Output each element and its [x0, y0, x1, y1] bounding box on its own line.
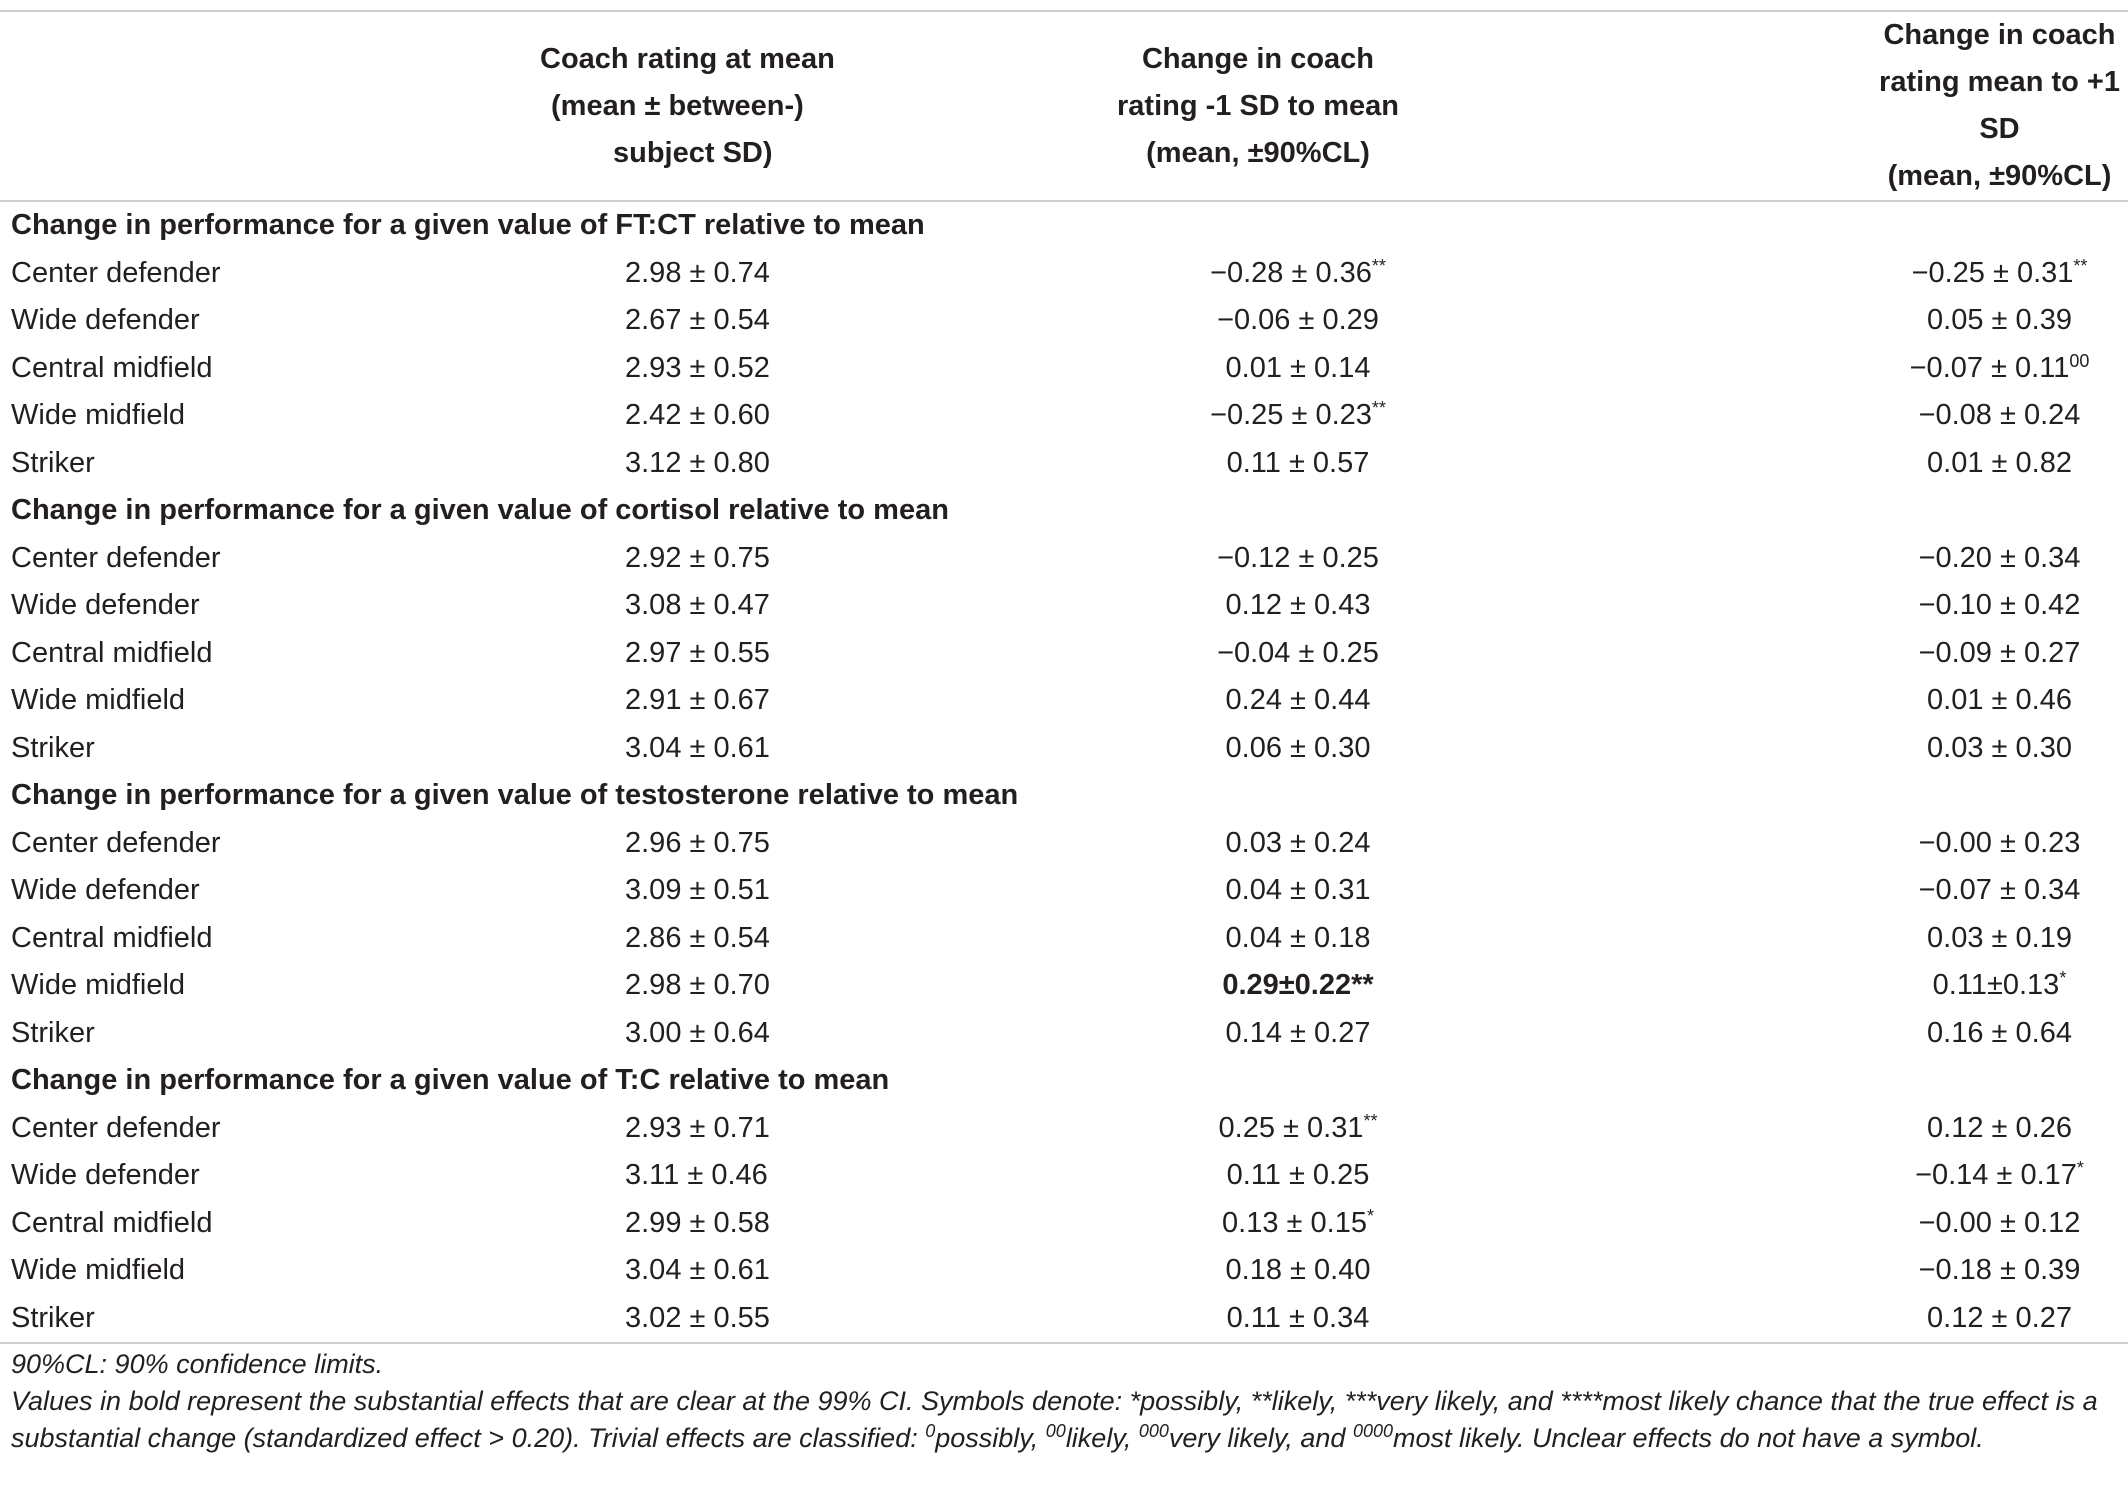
cell-change-plus-sd: [1491, 582, 2128, 630]
cell-value: 0.04 ± 0.31: [1225, 874, 1371, 907]
cell-value: 0.03 ± 0.19: [1927, 921, 2072, 954]
table-row: [0, 1295, 2128, 1344]
cell-value: −0.18 ± 0.39: [1918, 1254, 2081, 1287]
cell-coach-rating: 2.86 ± 0.54: [625, 921, 770, 954]
cell-value: −0.25 ± 0.31: [1911, 256, 2074, 289]
cell-coach-rating: 2.97 ± 0.55: [625, 636, 770, 669]
cell-coach-rating: 3.08 ± 0.47: [625, 589, 770, 622]
cell-change-minus-sd: [855, 582, 1491, 630]
cell-change-plus-sd: [1491, 1105, 2128, 1153]
section-title: Change in performance for a given value of FT:CT relative to mean: [11, 209, 925, 242]
table-row: [0, 1152, 2128, 1200]
cell-change-minus-sd: [855, 535, 1491, 583]
section-title: Change in performance for a given value of cortisol relative to mean: [11, 494, 949, 527]
header-col2-line1: Change in coach: [1141, 42, 1375, 75]
cell-coach-rating: 2.92 ± 0.75: [625, 541, 770, 574]
cell-change-minus-sd: [855, 915, 1491, 963]
cell-change-minus-sd: [855, 1295, 1491, 1344]
row-position-label: Striker: [11, 446, 95, 479]
cell-value: 0.11 ± 0.25: [1226, 1159, 1370, 1192]
header-col3-line3: (mean, ±90%CL): [1887, 160, 2112, 192]
cell-value: 0.01 ± 0.82: [1927, 446, 2072, 479]
significance-symbol: *: [2059, 968, 2067, 989]
table-row: [0, 1200, 2128, 1248]
table-row: [0, 630, 2128, 678]
cell-coach-rating: 2.93 ± 0.71: [625, 1111, 770, 1144]
row-position-label: Center defender: [11, 541, 221, 574]
significance-symbol: 00: [2069, 350, 2090, 371]
table-row: [0, 677, 2128, 725]
section-title: Change in performance for a given value of T:C relative to mean: [11, 1064, 890, 1097]
cell-change-minus-sd: [855, 725, 1491, 773]
cell-change-plus-sd: [1491, 345, 2128, 393]
cell-value: −0.10 ± 0.42: [1918, 589, 2081, 622]
cell-value: 0.12 ± 0.43: [1225, 589, 1371, 622]
row-position-label: Wide midfield: [11, 969, 186, 1002]
cell-change-plus-sd: [1491, 535, 2128, 583]
cell-change-minus-sd: [855, 297, 1491, 345]
cell-value: −0.00 ± 0.23: [1918, 826, 2081, 859]
row-position-label: Wide defender: [11, 589, 200, 622]
footnote-text: possibly,: [935, 1423, 1046, 1453]
section-header-row: [0, 1057, 2128, 1105]
table-row: [0, 582, 2128, 630]
section-header-row: [0, 772, 2128, 820]
table-row: [0, 915, 2128, 963]
section-title: Change in performance for a given value of testosterone relative to mean: [11, 779, 1019, 812]
cell-value: 0.18 ± 0.40: [1225, 1254, 1371, 1287]
footnote-text: most likely. Unclear effects do not have a symbol.: [1393, 1423, 1984, 1453]
row-position-label: Wide defender: [11, 874, 200, 907]
cell-coach-rating: 3.11 ± 0.46: [625, 1159, 768, 1192]
cell-value: 0.14 ± 0.27: [1225, 1016, 1371, 1049]
header-col3-line2: rating mean to +1 SD: [1879, 66, 2120, 145]
cell-change-minus-sd: [855, 1152, 1491, 1200]
cell-value: 0.29±0.22**: [1222, 969, 1374, 1002]
footnote-superscript: 0000: [1352, 1421, 1393, 1441]
cell-value: 0.24 ± 0.44: [1225, 684, 1371, 717]
row-position-label: Striker: [11, 731, 95, 764]
cell-change-plus-sd: [1491, 820, 2128, 868]
cell-value: 0.01 ± 0.14: [1225, 351, 1371, 384]
cell-change-minus-sd: [855, 1200, 1491, 1248]
table-row: [0, 820, 2128, 868]
cell-value: −0.00 ± 0.12: [1918, 1206, 2081, 1239]
cell-coach-rating: 3.04 ± 0.61: [625, 1254, 770, 1287]
cell-change-minus-sd: [855, 392, 1491, 440]
header-col2-line3: (mean, ±90%CL): [1146, 136, 1370, 169]
row-position-label: Center defender: [11, 1111, 221, 1144]
footnote-text: very likely, and: [1168, 1423, 1353, 1453]
row-position-label: Wide defender: [11, 1159, 200, 1192]
cell-value: 0.03 ± 0.24: [1225, 826, 1371, 859]
table-row: [0, 250, 2128, 298]
cell-value: 0.03 ± 0.30: [1927, 731, 2072, 764]
row-position-label: Center defender: [11, 826, 221, 859]
footnote-superscript: 000: [1138, 1421, 1169, 1441]
row-position-label: Central midfield: [11, 1206, 213, 1239]
significance-symbol: **: [1371, 255, 1386, 276]
table-row: [0, 345, 2128, 393]
cell-change-plus-sd: [1491, 915, 2128, 963]
cell-change-plus-sd: [1491, 1200, 2128, 1248]
cell-value: 0.05 ± 0.39: [1927, 304, 2072, 337]
cell-change-minus-sd: [855, 345, 1491, 393]
significance-symbol: **: [2073, 255, 2088, 276]
cell-value: −0.04 ± 0.25: [1217, 636, 1379, 669]
table-row: [0, 1105, 2128, 1153]
cell-value: −0.06 ± 0.29: [1217, 304, 1379, 337]
header-col1-line3: subject SD): [613, 136, 773, 169]
cell-change-plus-sd: [1491, 392, 2128, 440]
significance-symbol: **: [1363, 1110, 1378, 1131]
footnote-text: likely,: [1065, 1423, 1139, 1453]
row-position-label: Central midfield: [11, 921, 213, 954]
header-col1-line2: (mean ± between-): [551, 89, 804, 122]
cell-value: 0.16 ± 0.64: [1927, 1016, 2072, 1049]
cell-change-plus-sd: [1491, 250, 2128, 298]
cell-value: −0.28 ± 0.36: [1210, 256, 1372, 289]
cell-change-minus-sd: [855, 440, 1491, 488]
cell-coach-rating: 2.96 ± 0.75: [625, 826, 770, 859]
cell-coach-rating: 3.09 ± 0.51: [625, 874, 770, 907]
header-empty: [0, 11, 525, 201]
footnote-text: Values in bold represent the substantial effects that are clear at the 99% CI. Symbols denote: *possibly, **likely, ***very likely, and ****most likely chance that the true effect is a substantial change (standardized effect > 0.20). Trivial effects are classified:: [11, 1386, 2098, 1453]
cell-coach-rating: 2.67 ± 0.54: [625, 304, 770, 337]
cell-coach-rating: 3.00 ± 0.64: [625, 1016, 770, 1049]
cell-value: 0.13 ± 0.15: [1222, 1206, 1367, 1239]
cell-value: 0.12 ± 0.27: [1927, 1301, 2072, 1334]
cell-change-plus-sd: [1491, 677, 2128, 725]
row-position-label: Wide midfield: [11, 1254, 186, 1287]
table-row: [0, 1247, 2128, 1295]
cell-coach-rating: 2.98 ± 0.70: [625, 969, 770, 1002]
header-col3-line1: Change in coach: [1883, 19, 2116, 51]
cell-value: −0.12 ± 0.25: [1217, 541, 1379, 574]
cell-change-plus-sd: [1491, 867, 2128, 915]
header-coach-rating-at-mean: [525, 11, 855, 201]
header-change-plus-sd: [1491, 11, 2128, 201]
header-col2-line2: rating -1 SD to mean: [1117, 89, 1399, 122]
cell-value: 0.04 ± 0.18: [1225, 921, 1371, 954]
cell-value: −0.20 ± 0.34: [1918, 541, 2081, 574]
cell-coach-rating: 3.04 ± 0.61: [625, 731, 770, 764]
cell-change-plus-sd: [1491, 1010, 2128, 1058]
cell-change-minus-sd: [855, 1105, 1491, 1153]
row-position-label: Wide defender: [11, 304, 200, 337]
cell-value: 0.11 ± 0.34: [1226, 1301, 1370, 1334]
table-row: [0, 962, 2128, 1010]
row-position-label: Wide midfield: [11, 399, 186, 432]
cell-value: −0.07 ± 0.34: [1918, 874, 2081, 907]
cell-value: 0.11 ± 0.57: [1226, 446, 1370, 479]
cell-change-plus-sd: [1491, 440, 2128, 488]
cell-change-minus-sd: [855, 250, 1491, 298]
cell-value: 0.25 ± 0.31: [1218, 1111, 1364, 1144]
row-position-label: Wide midfield: [11, 684, 186, 717]
cell-change-plus-sd: [1491, 297, 2128, 345]
row-position-label: Striker: [0, 1295, 525, 1344]
section-header-row: [0, 201, 2128, 250]
results-table: [0, 10, 2128, 1344]
cell-coach-rating: 3.12 ± 0.80: [625, 446, 770, 479]
row-position-label: Center defender: [11, 256, 221, 289]
cell-value: 0.12 ± 0.26: [1927, 1111, 2072, 1144]
cell-change-minus-sd: [855, 867, 1491, 915]
cell-value: −0.09 ± 0.27: [1918, 636, 2081, 669]
cell-coach-rating: 2.99 ± 0.58: [625, 1206, 770, 1239]
header-row: [0, 11, 2128, 201]
table-body: [0, 201, 2128, 1343]
cell-coach-rating: 2.91 ± 0.67: [625, 684, 770, 717]
footnote-superscript: 00: [1045, 1421, 1066, 1441]
cell-coach-rating: 2.98 ± 0.74: [625, 256, 770, 289]
header-col1-line1: Coach rating at mean: [540, 42, 835, 75]
cell-coach-rating: 2.42 ± 0.60: [625, 399, 770, 432]
cell-value: −0.14 ± 0.17: [1915, 1159, 2077, 1192]
significance-symbol: **: [1371, 398, 1386, 419]
cell-change-plus-sd: [1491, 962, 2128, 1010]
cell-value: −0.25 ± 0.23: [1210, 399, 1372, 432]
cell-value: 0.01 ± 0.46: [1927, 684, 2072, 717]
cell-change-plus-sd: [1491, 725, 2128, 773]
cell-value: −0.08 ± 0.24: [1918, 399, 2081, 432]
cell-change-plus-sd: [1491, 1295, 2128, 1344]
table-row: [0, 1010, 2128, 1058]
cell-change-minus-sd: [855, 1010, 1491, 1058]
cell-coach-rating: 2.93 ± 0.52: [625, 351, 770, 384]
footnote-symbols: [11, 1383, 2117, 1457]
cell-change-minus-sd: [855, 677, 1491, 725]
cell-value: 0.11±0.13: [1932, 969, 2060, 1002]
row-position-label: Central midfield: [11, 351, 213, 384]
cell-change-plus-sd: [1491, 1152, 2128, 1200]
header-change-minus-sd: [855, 11, 1491, 201]
table-row: [0, 440, 2128, 488]
cell-value: 0.06 ± 0.30: [1225, 731, 1371, 764]
table-footnotes: [11, 1346, 2117, 1457]
cell-change-plus-sd: [1491, 630, 2128, 678]
significance-symbol: *: [1366, 1205, 1374, 1226]
table-row: [0, 392, 2128, 440]
row-position-label: Central midfield: [11, 636, 213, 669]
section-header-row: [0, 487, 2128, 535]
cell-change-plus-sd: [1491, 1247, 2128, 1295]
cell-change-minus-sd: [855, 1247, 1491, 1295]
cell-coach-rating: 3.02 ± 0.55: [525, 1295, 855, 1344]
table-row: [0, 297, 2128, 345]
cell-change-minus-sd: [855, 820, 1491, 868]
cell-change-minus-sd: [855, 630, 1491, 678]
cell-value: −0.07 ± 0.11: [1909, 351, 2070, 384]
footnote-abbreviation: 90%CL: 90% confidence limits.: [11, 1349, 384, 1379]
cell-change-minus-sd: [855, 962, 1491, 1010]
row-position-label: Striker: [11, 1016, 95, 1049]
table-row: [0, 535, 2128, 583]
significance-symbol: *: [2076, 1158, 2084, 1179]
table-row: [0, 725, 2128, 773]
footnote-superscript: 0: [925, 1421, 936, 1441]
table-row: [0, 867, 2128, 915]
